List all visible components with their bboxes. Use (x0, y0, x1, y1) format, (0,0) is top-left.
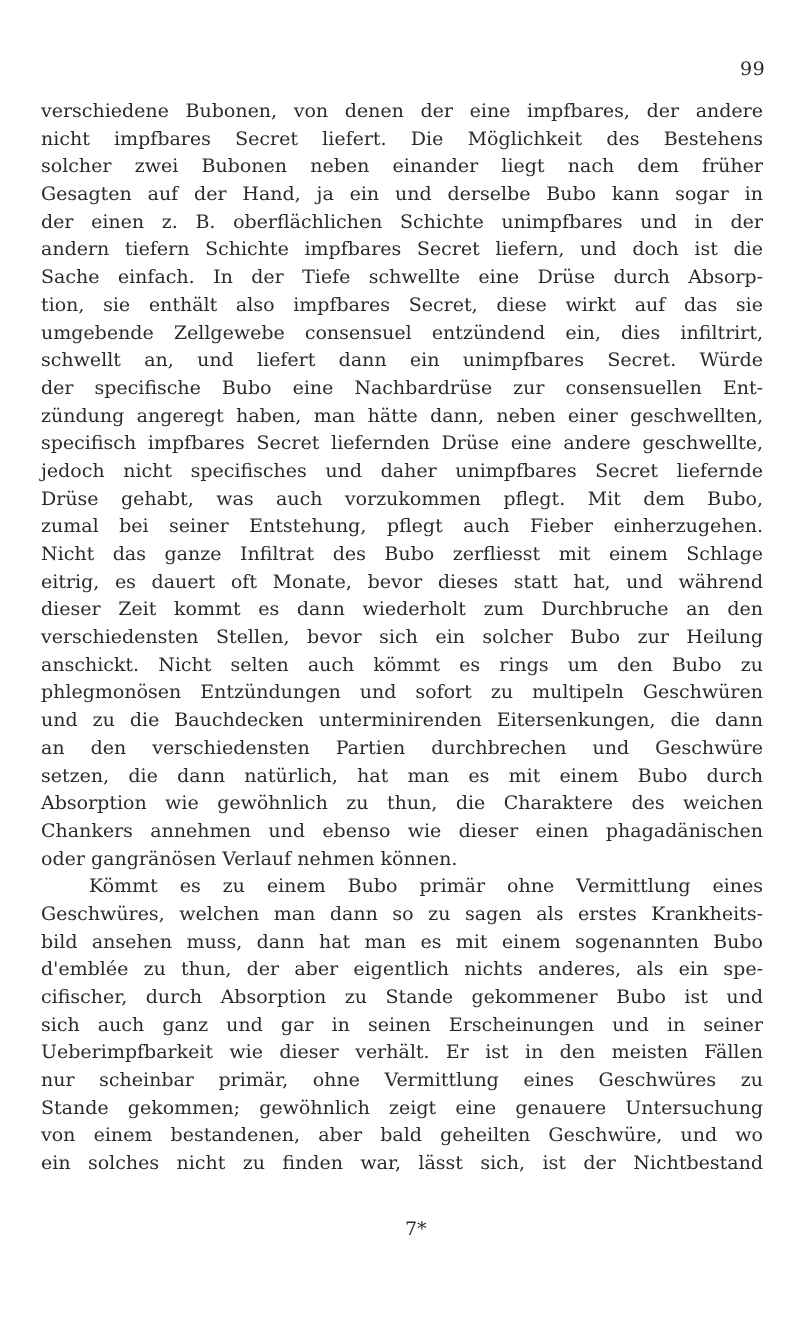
text-line: tion, sie enthält also impfbares Secret, diese wirkt auf das sie (41, 293, 763, 316)
text-line: Ueberimpfbarkeit wie dieser verhält. Er ist in den meisten Fällen (41, 1041, 763, 1064)
text-line: Gesagten auf der Hand, ja ein und derselbe Bubo kann sogar in (41, 183, 763, 206)
text-line: schwellt an, und liefert dann ein unimpfbares Secret. Würde (41, 349, 763, 372)
text-line: Chankers annehmen und ebenso wie dieser einen phagadänischen (41, 819, 763, 842)
text-line: setzen, die dann natürlich, hat man es mit einem Bubo durch (41, 764, 763, 787)
paragraph (41, 873, 763, 1178)
text-line: Absorption wie gewöhnlich zu thun, die Charaktere des weichen (41, 792, 763, 815)
text-line: Drüse gehabt, was auch vorzukommen pflegt. Mit dem Bubo, (41, 487, 763, 510)
text-line: nicht impfbares Secret liefert. Die Möglichkeit des Bestehens (41, 127, 763, 150)
text-line: verschiedene Bubonen, von denen der eine impfbares, der andere (41, 100, 763, 122)
text-line: nur scheinbar primär, ohne Vermittlung eines Geschwüres zu (41, 1069, 763, 1092)
text-line: Kömmt es zu einem Bubo primär ohne Vermittlung eines (89, 875, 763, 898)
text-line: anschickt. Nicht selten auch kömmt es rings um den Bubo zu (41, 653, 763, 676)
text-line: der specifische Bubo eine Nachbardrüse zur consensuellen Ent- (41, 376, 763, 399)
text-line: solcher zwei Bubonen neben einander liegt nach dem früher (41, 155, 763, 178)
text-line: verschiedensten Stellen, bevor sich ein solcher Bubo zur Heilung (41, 626, 763, 649)
text-line: dieser Zeit kommt es dann wiederholt zum Durchbruche an den (41, 598, 763, 621)
text-line: umgebende Zellgewebe consensuel entzündend ein, dies infiltrirt, (41, 321, 763, 344)
text-line: oder gangränösen Verlauf nehmen können. (41, 847, 458, 870)
paragraph-container (41, 98, 763, 1178)
text-line: sich auch ganz und gar in seinen Erscheinungen und in seiner (41, 1013, 763, 1036)
text-line: und zu die Bauchdecken unterminirenden Eitersenkungen, die dann (41, 709, 763, 732)
text-line: Geschwüres, welchen man dann so zu sagen als erstes Krankheits- (41, 902, 763, 925)
body-text (41, 98, 763, 1178)
text-line: Nicht das ganze Infiltrat des Bubo zerfliesst mit einem Schlage (41, 543, 763, 565)
text-line: Sache einfach. In der Tiefe schwellte eine Drüse durch Absorp- (41, 266, 763, 289)
paragraph (41, 98, 763, 873)
text-line: jedoch nicht specifisches und daher unimpfbares Secret liefernde (41, 459, 763, 482)
text-line: cifischer, durch Absorption zu Stande gekommener Bubo ist und (41, 986, 763, 1008)
page-number: 99 (740, 58, 766, 80)
text-line: Stande gekommen; gewöhnlich zeigt eine genauere Untersuchung (41, 1096, 763, 1119)
signature-mark: 7* (405, 1218, 427, 1240)
text-line: der einen z. B. oberflächlichen Schichte unimpfbares und in der (41, 210, 763, 233)
text-line: d'emblée zu thun, der aber eigentlich nichts anderes, als ein spe- (41, 958, 763, 981)
text-line: specifisch impfbares Secret liefernden Drüse eine andere geschwellte, (41, 432, 763, 455)
text-line: phlegmonösen Entzündungen und sofort zu multipeln Geschwüren (41, 681, 763, 704)
text-line: an den verschiedensten Partien durchbrechen und Geschwüre (41, 736, 763, 759)
text-line: eitrig, es dauert oft Monate, bevor dieses statt hat, und während (41, 570, 763, 593)
text-line: ein solches nicht zu finden war, lässt sich, ist der Nichtbestand (41, 1152, 763, 1175)
text-line: von einem bestandenen, aber bald geheilten Geschwüre, und wo (41, 1124, 763, 1147)
text-line: zündung angeregt haben, man hätte dann, neben einer geschwellten, (41, 404, 763, 427)
text-line: andern tiefern Schichte impfbares Secret liefern, und doch ist die (41, 238, 763, 261)
text-line: bild ansehen muss, dann hat man es mit einem sogenannten Bubo (41, 930, 763, 953)
text-line: zumal bei seiner Entstehung, pflegt auch Fieber einherzugehen. (41, 515, 763, 538)
